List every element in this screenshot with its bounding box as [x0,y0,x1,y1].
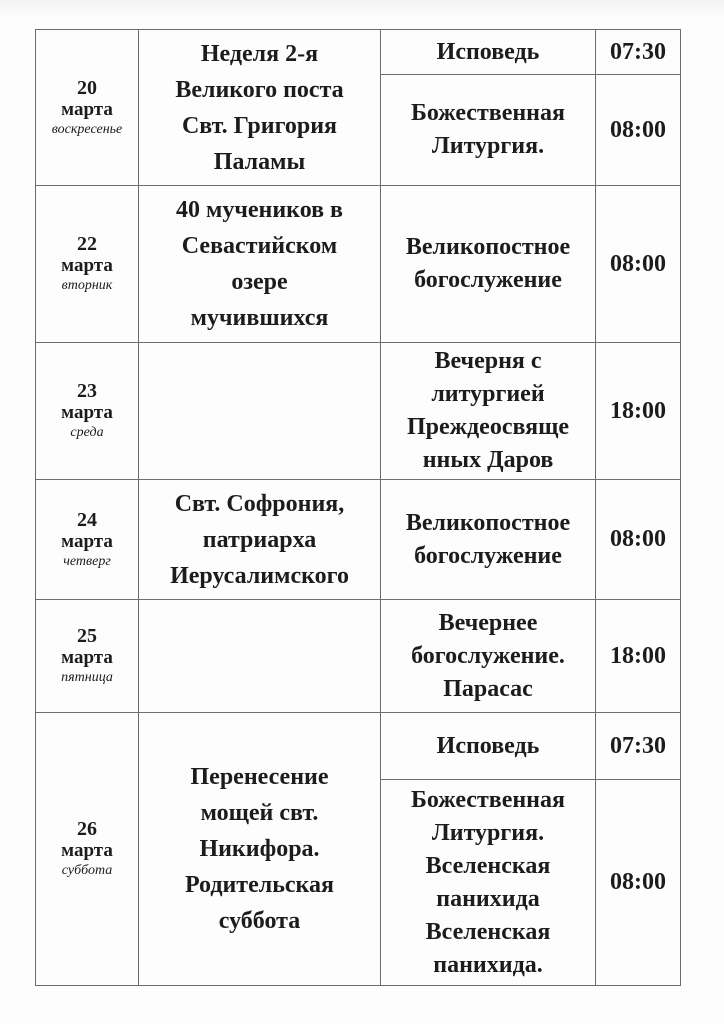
feast-line: Иерусалимского [170,562,349,589]
feast-line: Неделя 2-я [200,40,319,67]
service-line: литургией [431,381,545,407]
service-line: Литургия. [431,819,545,846]
service-cell [381,780,596,986]
time-cell: 08:00 [596,75,681,186]
schedule-body [36,30,681,986]
service-line: Божественная [411,100,565,126]
feast-cell [139,343,381,480]
service-line: Великопостное [405,234,571,260]
date-weekday: вторник [61,278,113,293]
date-day: 26 [77,818,97,840]
service-cell [381,600,596,713]
service-schedule-table [35,29,681,986]
date-weekday: воскресенье [51,121,123,137]
time-cell: 08:00 [596,480,681,600]
service-line: Вечерня с [434,348,542,374]
service-line: Исповедь [436,38,540,65]
service-line: Великопостное [405,509,571,536]
feast-cell [139,186,381,343]
schedule-row [36,480,681,600]
feast-line: Родительская [184,872,335,898]
date-day: 20 [77,76,97,99]
feast-line: Никифора. [199,836,320,862]
feast-line: Великого поста [175,76,344,103]
date-cell [36,713,139,986]
feast-line: мучившихся [190,305,329,331]
feast-line: Паламы [213,148,306,175]
service-cell [381,713,596,780]
date-cell [36,343,139,480]
date-weekday: четверг [63,553,111,569]
feast-line: Свт. Григория [181,112,338,139]
service-line: богослужение [414,542,562,569]
date-day: 24 [77,508,97,531]
date-weekday: среда [70,425,104,440]
time-cell: 07:30 [596,713,681,780]
schedule-row [36,600,681,713]
date-month: марта [61,530,113,552]
feast-cell [139,30,381,186]
service-line: богослужение. [411,642,565,669]
schedule-row [36,186,681,343]
date-cell [36,600,139,713]
service-line: Парасас [443,675,533,702]
service-line: Исповедь [436,732,540,759]
feast-line: Перенесение [190,764,329,790]
date-cell [36,480,139,600]
service-line: Вселенская [425,852,551,879]
service-line: панихида [436,885,540,912]
time-cell: 08:00 [596,186,681,343]
service-cell [381,480,596,600]
service-cell [381,30,596,75]
date-month: марта [61,255,113,276]
date-cell [36,30,139,186]
time-cell: 08:00 [596,780,681,986]
feast-cell [139,713,381,986]
time-cell: 07:30 [596,30,681,75]
service-cell [381,75,596,186]
schedule-row [36,30,681,75]
service-line: панихида. [433,951,543,978]
feast-line: Севастийском [181,233,338,259]
page-top-edge [0,0,724,18]
feast-line: суббота [218,908,301,934]
date-day: 25 [77,625,97,647]
service-cell [381,186,596,343]
date-weekday: суббота [61,863,113,878]
time-cell: 18:00 [596,343,681,480]
service-line: нных Даров [422,447,554,473]
service-line: Литургия. [431,133,545,159]
date-month: марта [61,647,113,668]
feast-line: 40 мучеников в [175,197,344,223]
service-line: богослужение [414,267,562,293]
service-line: Божественная [411,786,565,813]
service-cell [381,343,596,480]
feast-line: Свт. Софрония, [174,490,345,517]
date-day: 23 [77,380,97,402]
date-month: марта [61,98,113,120]
service-line: Преждеосвяще [406,414,570,440]
date-cell [36,186,139,343]
time-cell: 18:00 [596,600,681,713]
date-weekday: пятница [61,670,113,685]
date-month: марта [61,840,113,861]
date-month: марта [61,402,113,423]
feast-line: патриарха [202,526,317,553]
date-day: 22 [77,233,97,255]
service-line: Вселенская [425,918,551,945]
feast-line: озере [231,269,288,295]
schedule-row [36,343,681,480]
service-line: Вечернее [438,609,538,636]
feast-cell [139,480,381,600]
feast-line: мощей свт. [200,800,319,826]
feast-cell [139,600,381,713]
schedule-row [36,713,681,780]
